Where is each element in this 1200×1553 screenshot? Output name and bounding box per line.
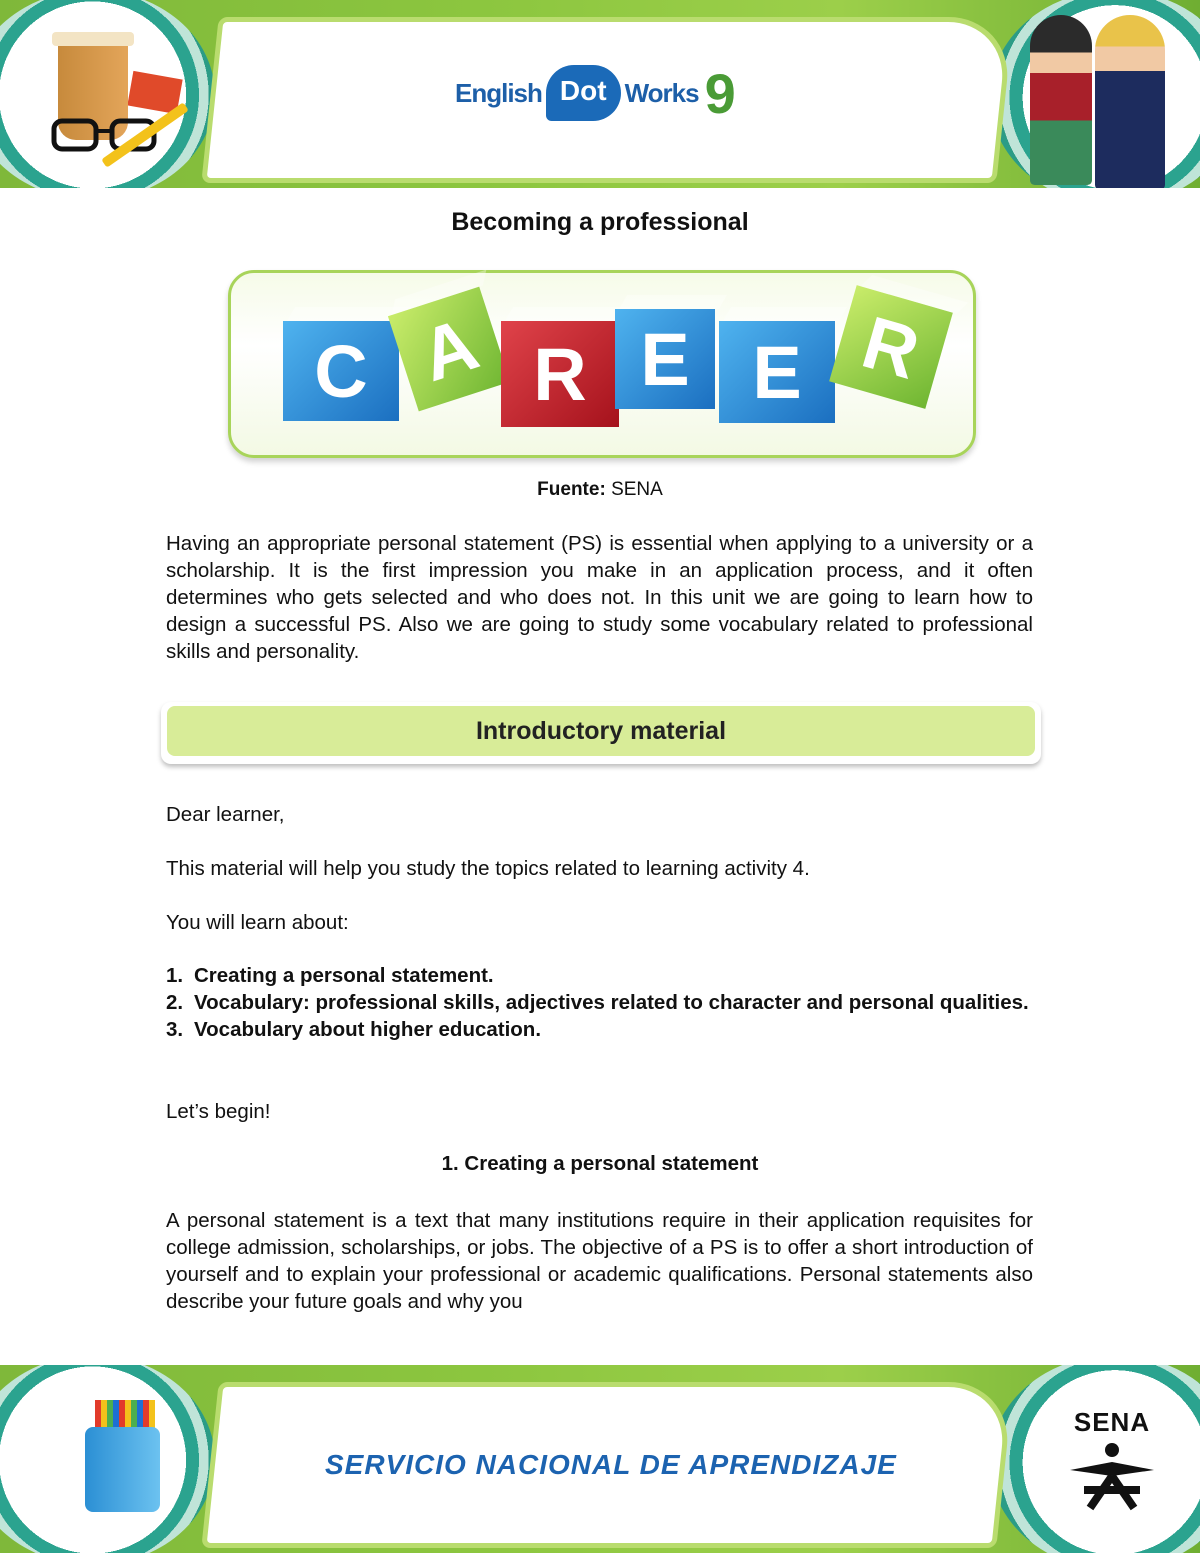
- section-heading: 1. Creating a personal statement: [441, 1152, 759, 1175]
- career-block-e1: E: [615, 309, 715, 409]
- pencil-cup-illustration: [85, 1427, 160, 1512]
- section-box-title: Introductory material: [167, 706, 1035, 756]
- intro-paragraph: Having an appropriate personal statement (PS) is essential when applying to a university or a scholarship. It is the first impression you make in an application process, and it often determines who gets selected and who does not. In this unit we are going to learn how to design a successful PS. Also we are going to study some vocabulary related to professional skills and personality.: [166, 532, 1033, 663]
- caption-value: SENA: [611, 479, 663, 500]
- topic-text: Creating a personal statement.: [194, 964, 494, 987]
- logo-word-dot: Dot: [546, 65, 621, 121]
- topic-text: Vocabulary about higher education.: [194, 1018, 542, 1041]
- learn-line: You will learn about:: [166, 911, 349, 934]
- career-block-r2: R: [829, 285, 953, 409]
- topic-number: 2.: [166, 991, 184, 1014]
- career-block-e2: E: [719, 321, 835, 423]
- greeting: Dear learner,: [166, 803, 285, 826]
- header-banner: [0, 0, 1200, 188]
- topic-number: 3.: [166, 1018, 184, 1041]
- logo-word-works: Works: [624, 77, 699, 108]
- help-line: This material will help you study the topics related to learning activity 4.: [166, 857, 810, 880]
- topic-text: Vocabulary: professional skills, adjectives related to character and personal qualities.: [194, 991, 1029, 1014]
- boy-character-illustration: [1095, 15, 1165, 188]
- topic-number: 1.: [166, 964, 184, 987]
- logo-word-english: English: [455, 77, 542, 108]
- career-block-a: A: [388, 287, 510, 412]
- ps-paragraph: A personal statement is a text that many institutions require in their application requisites for college admission, scholarships, or jobs. The objective of a PS is to offer a short introduction of yourself and to explain your professional or academic qualifications. Personal statements also describe your future goals and why you: [166, 1209, 1033, 1313]
- career-block-c: C: [283, 321, 399, 421]
- english-dot-works-logo: [455, 58, 736, 128]
- section-box: [161, 702, 1041, 764]
- sena-emblem-icon: [1064, 1442, 1160, 1512]
- image-caption: [0, 479, 1200, 501]
- footer-banner: [0, 1365, 1200, 1553]
- career-image: [228, 270, 976, 458]
- sena-logo: [1062, 1407, 1162, 1512]
- footer-title: SERVICIO NACIONAL DE APRENDIZAJE: [325, 1449, 897, 1480]
- sena-logo-text: SENA: [1073, 1407, 1151, 1437]
- career-block-r: R: [501, 321, 619, 427]
- topic-item: [166, 989, 1033, 1016]
- topic-item: [166, 962, 1033, 989]
- topic-list: [166, 962, 1033, 1043]
- topic-item: [166, 1016, 1033, 1043]
- document-title: Becoming a professional: [451, 208, 749, 236]
- girl-character-illustration: [1030, 15, 1092, 185]
- pencils-illustration: [95, 1400, 155, 1430]
- begin-line: Let’s begin!: [166, 1100, 271, 1123]
- logo-number: 9: [704, 61, 736, 125]
- caption-label: Fuente:: [537, 479, 606, 500]
